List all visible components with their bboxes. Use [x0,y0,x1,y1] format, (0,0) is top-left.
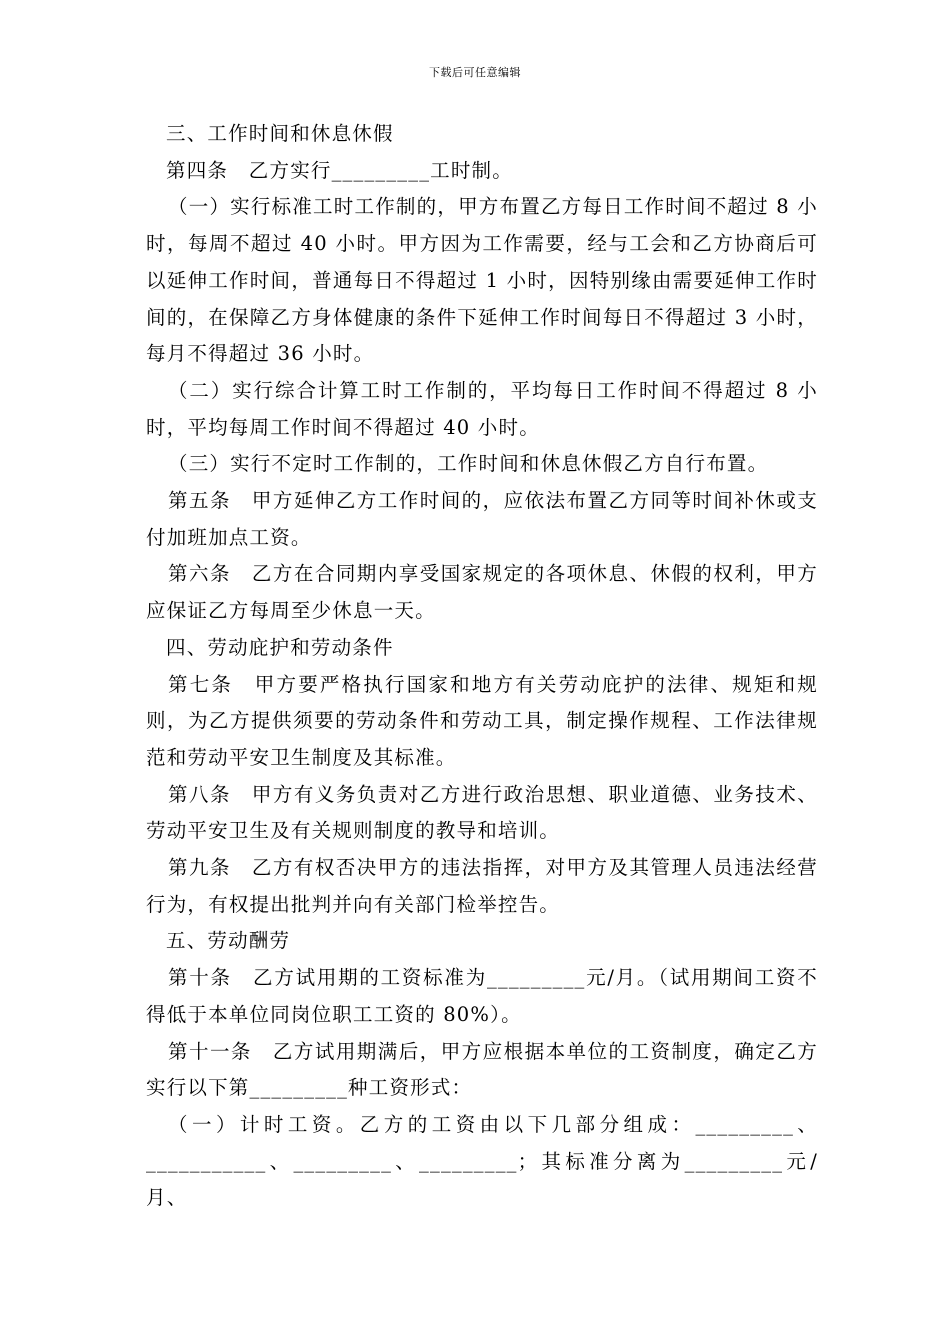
article-7: 第七条 甲方要严格执行国家和地方有关劳动庇护的法律、规矩和规则，为乙方提供须要的劳动条件和劳动工具，制定操作规程、工作法律规范和劳动平安卫生制度及其标准。 [146,672,818,769]
article-5: 第五条 甲方延伸乙方工作时间的，应依法布置乙方同等时间补休或支付加班加点工资。 [146,489,818,549]
article-4-clause-3: （三）实行不定时工作制的，工作时间和休息休假乙方自行布置。 [168,452,769,476]
document-body [146,116,818,1217]
article-10: 第十条 乙方试用期的工资标准为_________元/月。（试用期间工资不得低于本单位同岗位职工工资的 80%）。 [146,966,818,1026]
section-heading-4: 四、劳动庇护和劳动条件 [166,635,394,659]
article-11: 第十一条 乙方试用期满后，甲方应根据本单位的工资制度，确定乙方实行以下第_________种工资形式： [146,1039,818,1100]
article-11-clause-1: （一）计时工资。乙方的工资由以下几部分组成：_________、___________、_________、_________；其标准分离为_________元/月、 [146,1112,818,1210]
section-heading-5: 五、劳动酬劳 [166,929,291,953]
article-4-clause-1: （一）实行标准工时工作制的，甲方布置乙方每日工作时间不超过 8 小时，每周不超过 40 小时。甲方因为工作需要，经与工会和乙方协商后可以延伸工作时间，普通每日不得超过 1 小时，因特别缘由需要延伸工作时间的，在保障乙方身体健康的条件下延伸工作时间每日不得超过 3 小时，每月不得超过 36 小时。 [146,195,818,366]
section-heading-3: 三、工作时间和休息休假 [166,122,394,145]
page-header: 下载后可任意编辑 [429,66,521,79]
article-6: 第六条 乙方在合同期内享受国家规定的各项休息、休假的权利，甲方应保证乙方每周至少休息一天。 [146,562,818,623]
article-9: 第九条 乙方有权否决甲方的违法指挥，对甲方及其管理人员违法经营行为，有权提出批判并向有关部门检举控告。 [146,856,818,916]
article-4-clause-2: （二）实行综合计算工时工作制的，平均每日工作时间不得超过 8 小时，平均每周工作时间不得超过 40 小时。 [146,378,818,439]
article-8: 第八条 甲方有义务负责对乙方进行政治思想、职业道德、业务技术、劳动平安卫生及有关规则制度的教导和培训。 [146,782,818,843]
article-4: 第四条 乙方实行_________工时制。 [166,158,513,182]
